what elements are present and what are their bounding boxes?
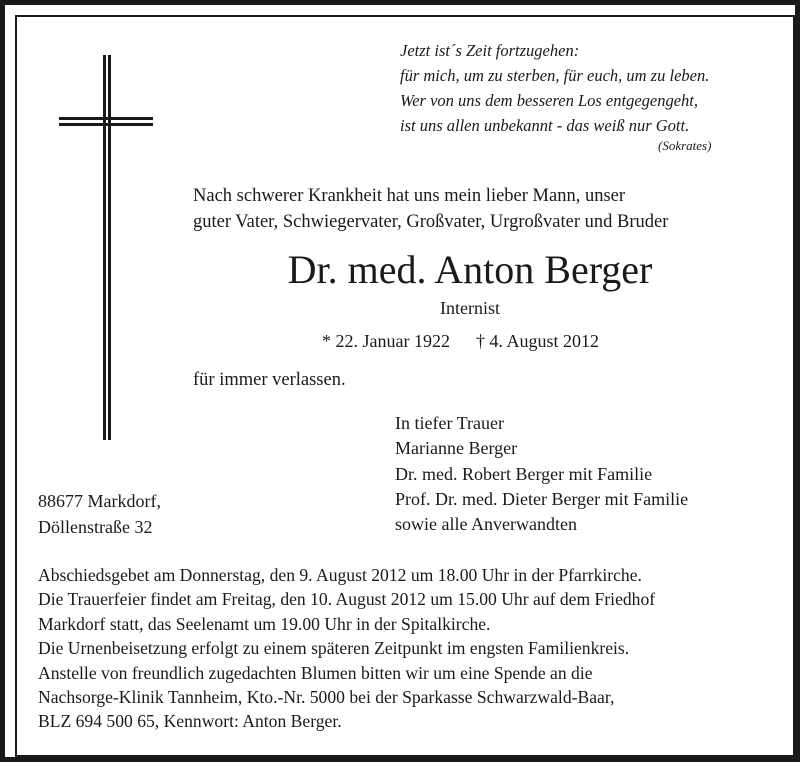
- sokrates-quote: [400, 38, 780, 154]
- quote-line: für mich, um zu sterben, für euch, um zu leben.: [400, 66, 710, 85]
- quote-source: (Sokrates): [658, 138, 712, 153]
- intro-line: Nach schwerer Krankheit hat uns mein lieber Mann, unser: [193, 186, 626, 206]
- address-block: [38, 488, 161, 540]
- life-dates: [322, 329, 722, 353]
- mourners-block: [395, 411, 785, 537]
- mourner-line: Marianne Berger: [395, 438, 518, 459]
- notice-line: Die Urnenbeisetzung erfolgt zu einem späteren Zeitpunkt im engsten Familienkreis.: [38, 638, 630, 659]
- notice-line: Abschiedsgebet am Donnerstag, den 9. August 2012 um 18.00 Uhr in der Pfarrkirche.: [38, 565, 642, 585]
- quote-line: ist uns allen unbekannt - das weiß nur Gott.: [400, 116, 690, 135]
- deceased-name: Dr. med. Anton Berger: [287, 247, 653, 292]
- notice-line: Nachsorge-Klinik Tannheim, Kto.-Nr. 5000 bei der Sparkasse Schwarzwald-Baar,: [38, 687, 615, 708]
- quote-line: Jetzt ist´s Zeit fortzugehen:: [400, 41, 580, 60]
- mourner-line: sowie alle Anverwandten: [395, 514, 577, 535]
- deceased-profession: Internist: [440, 298, 500, 318]
- address-line: Döllenstraße 32: [38, 517, 153, 537]
- notice-line: Die Trauerfeier findet am Freitag, den 10. August 2012 um 15.00 Uhr auf dem Friedhof: [38, 589, 656, 610]
- quote-line: Wer von uns dem besseren Los entgegengeht,: [400, 91, 699, 110]
- service-notice: [38, 563, 778, 734]
- address-line: 88677 Markdorf,: [38, 491, 161, 511]
- intro-line: guter Vater, Schwiegervater, Großvater, Urgroßvater und Bruder: [193, 212, 669, 232]
- mourner-line: Prof. Dr. med. Dieter Berger mit Familie: [395, 488, 689, 509]
- closing-text: für immer verlassen.: [193, 370, 346, 390]
- death-date: † 4. August 2012: [475, 331, 599, 351]
- mourner-line: In tiefer Trauer: [395, 413, 504, 433]
- notice-line: Anstelle von freundlich zugedachten Blumen bitten wir um eine Spende an die: [38, 662, 593, 683]
- intro-text: [193, 183, 763, 235]
- notice-line: BLZ 694 500 65, Kennwort: Anton Berger.: [38, 711, 342, 732]
- birth-date: * 22. Januar 1922: [322, 331, 450, 351]
- cross-icon: [56, 55, 156, 440]
- notice-line: Markdorf statt, das Seelenamt um 19.00 Uhr in der Spitalkirche.: [38, 613, 491, 634]
- mourner-line: Dr. med. Robert Berger mit Familie: [395, 463, 653, 484]
